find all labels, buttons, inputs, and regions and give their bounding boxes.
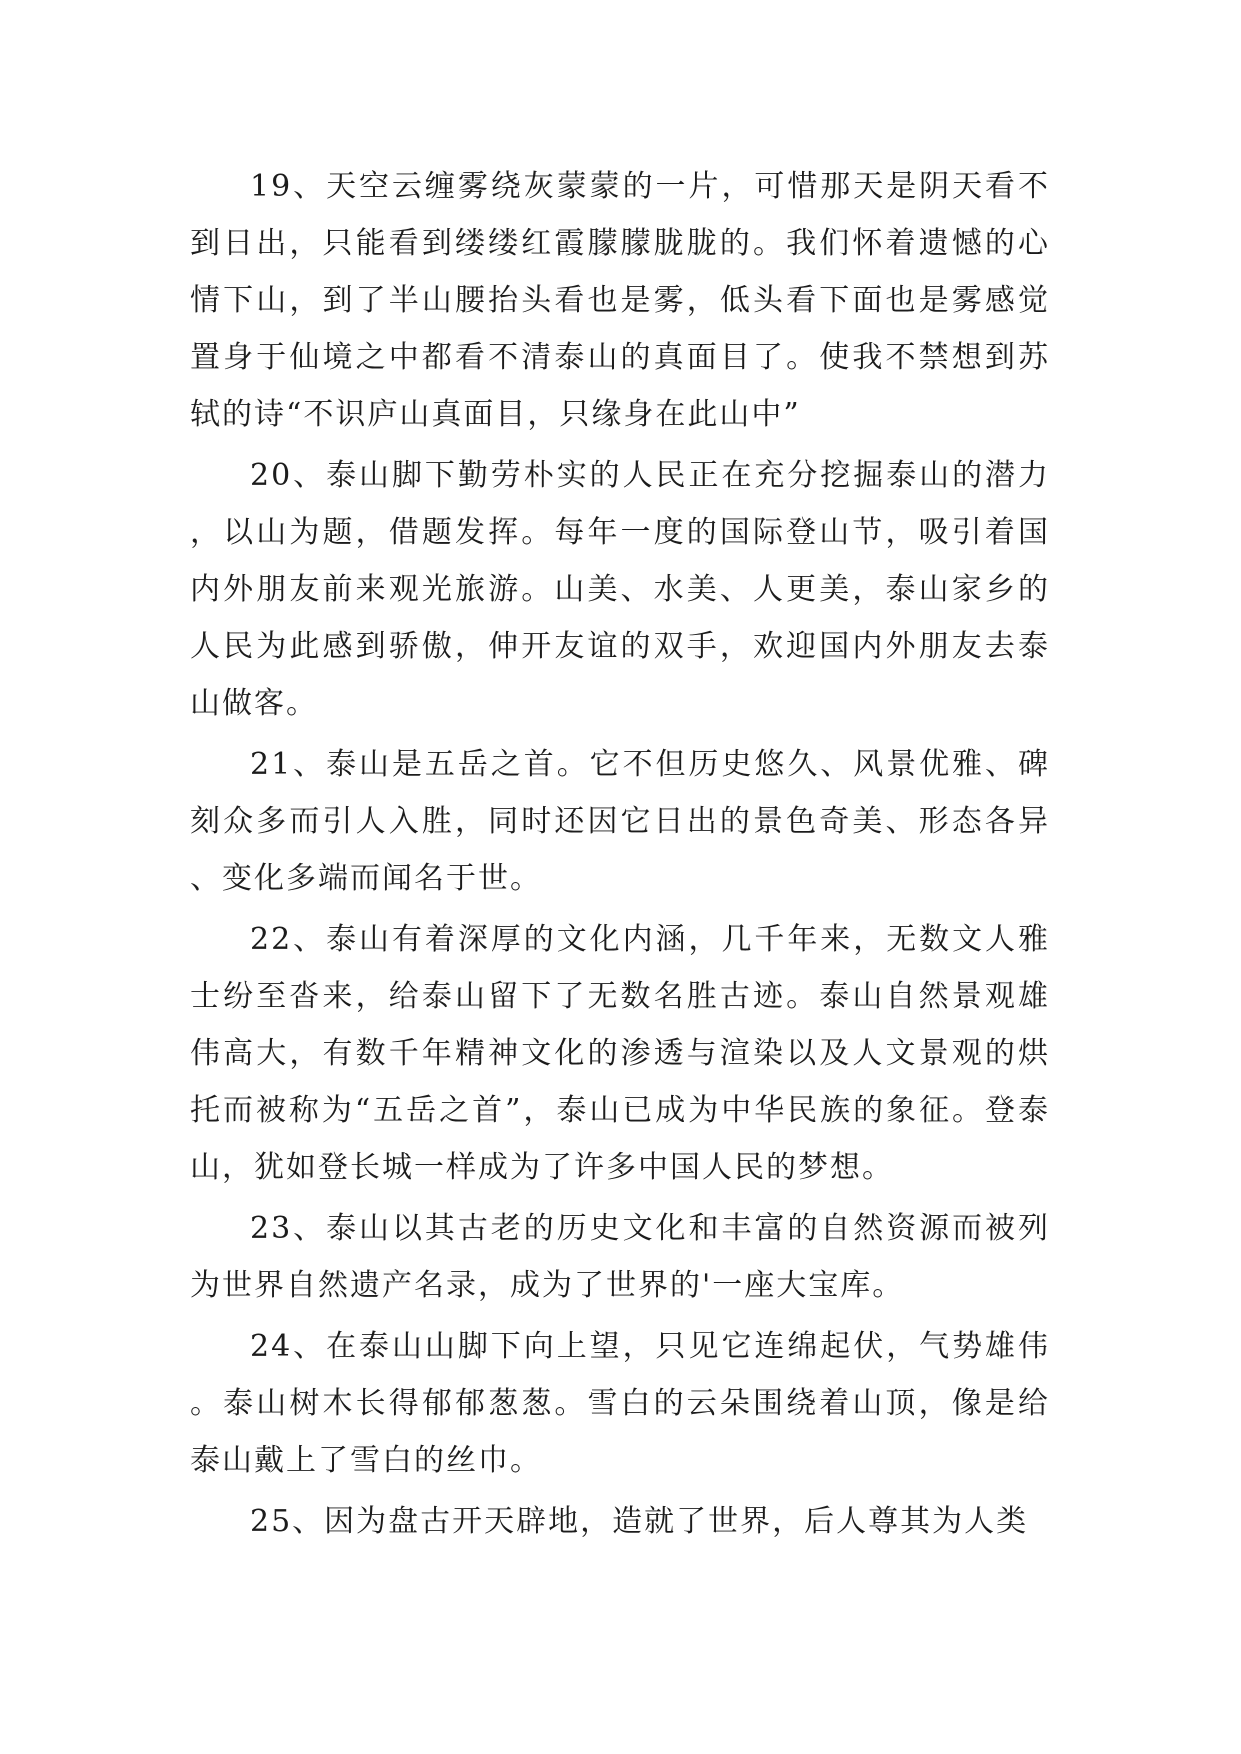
paragraph-22: 22、泰山有着深厚的文化内涵，几千年来，无数文人雅士纷至沓来，给泰山留下了无数名胜古迹。泰山自然景观雄伟高大，有数千年精神文化的渗透与渲染以及人文景观的烘托而被称为“五岳之首”，泰山已成为中华民族的象征。登泰山，犹如登长城一样成为了许多中国人民的梦想。 xyxy=(190,922,1050,1185)
paragraph-21: 21、泰山是五岳之首。它不但历史悠久、风景优雅、碑刻众多而引人入胜，同时还因它日出的景色奇美、形态各异、变化多端而闻名于世。 xyxy=(190,747,1050,896)
paragraph-20: 20、泰山脚下勤劳朴实的人民正在充分挖掘泰山的潜力，以山为题，借题发挥。每年一度的国际登山节，吸引着国内外朋友前来观光旅游。山美、水美、人更美，泰山家乡的人民为此感到骄傲，伸开友谊的双手，欢迎国内外朋友去泰山做客。 xyxy=(190,458,1050,721)
paragraph-25: 25、因为盘古开天辟地，造就了世界，后人尊其为人类 xyxy=(250,1504,1029,1539)
paragraph-19: 19、天空云缠雾绕灰蒙蒙的一片，可惜那天是阴天看不到日出，只能看到缕缕红霞朦朦胧胧的。我们怀着遗憾的心情下山，到了半山腰抬头看也是雾，低头看下面也是雾感觉置身于仙境之中都看不清泰山的真面目了。使我不禁想到苏轼的诗“不识庐山真面目，只缘身在此山中” xyxy=(190,169,1050,432)
document-body xyxy=(190,158,1050,1550)
paragraph-24: 24、在泰山山脚下向上望，只见它连绵起伏，气势雄伟。泰山树木长得郁郁葱葱。雪白的云朵围绕着山顶，像是给泰山戴上了雪白的丝巾。 xyxy=(190,1329,1050,1478)
paragraph-23: 23、泰山以其古老的历史文化和丰富的自然资源而被列为世界自然遗产名录，成为了世界的'一座大宝库。 xyxy=(190,1211,1050,1303)
